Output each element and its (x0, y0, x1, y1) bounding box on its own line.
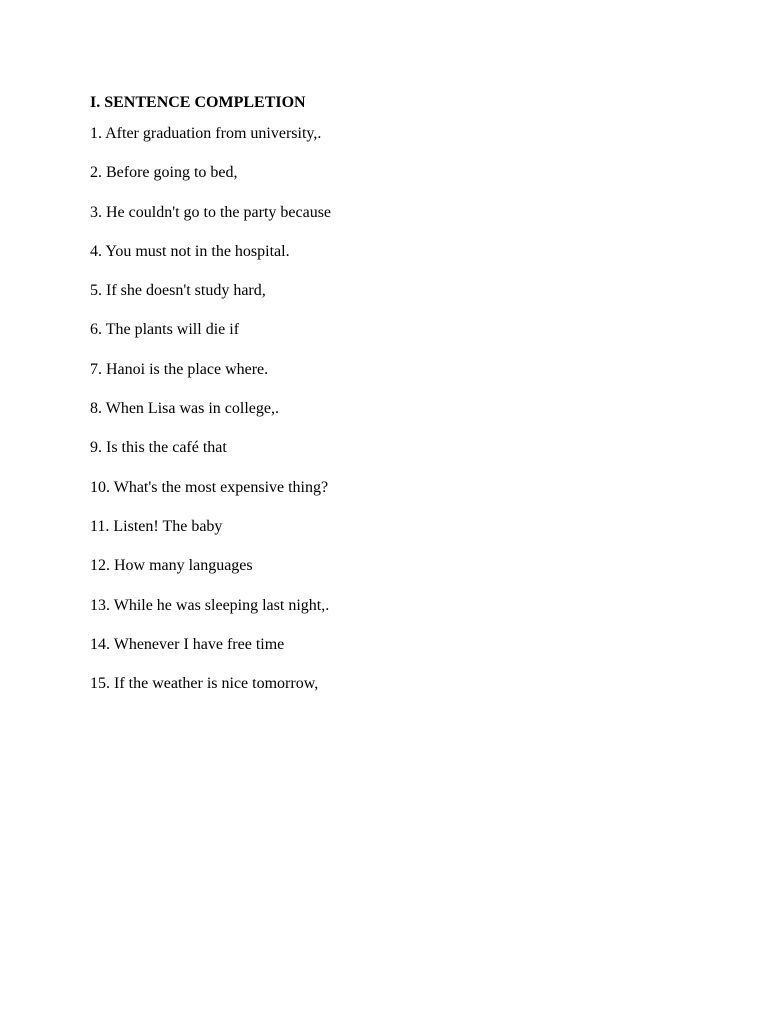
exercise-item-3: 3. He couldn't go to the party because (90, 203, 332, 221)
exercise-item-1: 1. After graduation from university,. (90, 125, 322, 142)
exercise-item-6: 6. The plants will die if (90, 321, 240, 339)
exercise-item-13: 13. While he was sleeping last night,. (90, 596, 330, 614)
exercise-item-5: 5. If she doesn't study hard, (90, 282, 266, 300)
exercise-item-11: 11. Listen! The baby (90, 517, 223, 535)
exercise-item-7: 7. Hanoi is the place where. (90, 360, 269, 378)
exercise-item-10: 10. What's the most expensive thing? (90, 478, 329, 496)
exercise-item-14: 14. Whenever I have free time (90, 635, 285, 653)
exercise-item-2: 2. Before going to bed, (90, 164, 238, 182)
exercise-item-9: 9. Is this the café that (90, 439, 227, 457)
exercise-item-8: 8. When Lisa was in college,. (90, 400, 279, 418)
document-content (90, 93, 690, 713)
exercise-item-12: 12. How many languages (90, 557, 253, 575)
exercise-item-15: 15. If the weather is nice tomorrow, (90, 675, 319, 693)
exercise-list (90, 124, 690, 694)
exercise-item-4: 4. You must not in the hospital. (90, 242, 290, 260)
section-title: I. SENTENCE COMPLETION (90, 94, 306, 111)
